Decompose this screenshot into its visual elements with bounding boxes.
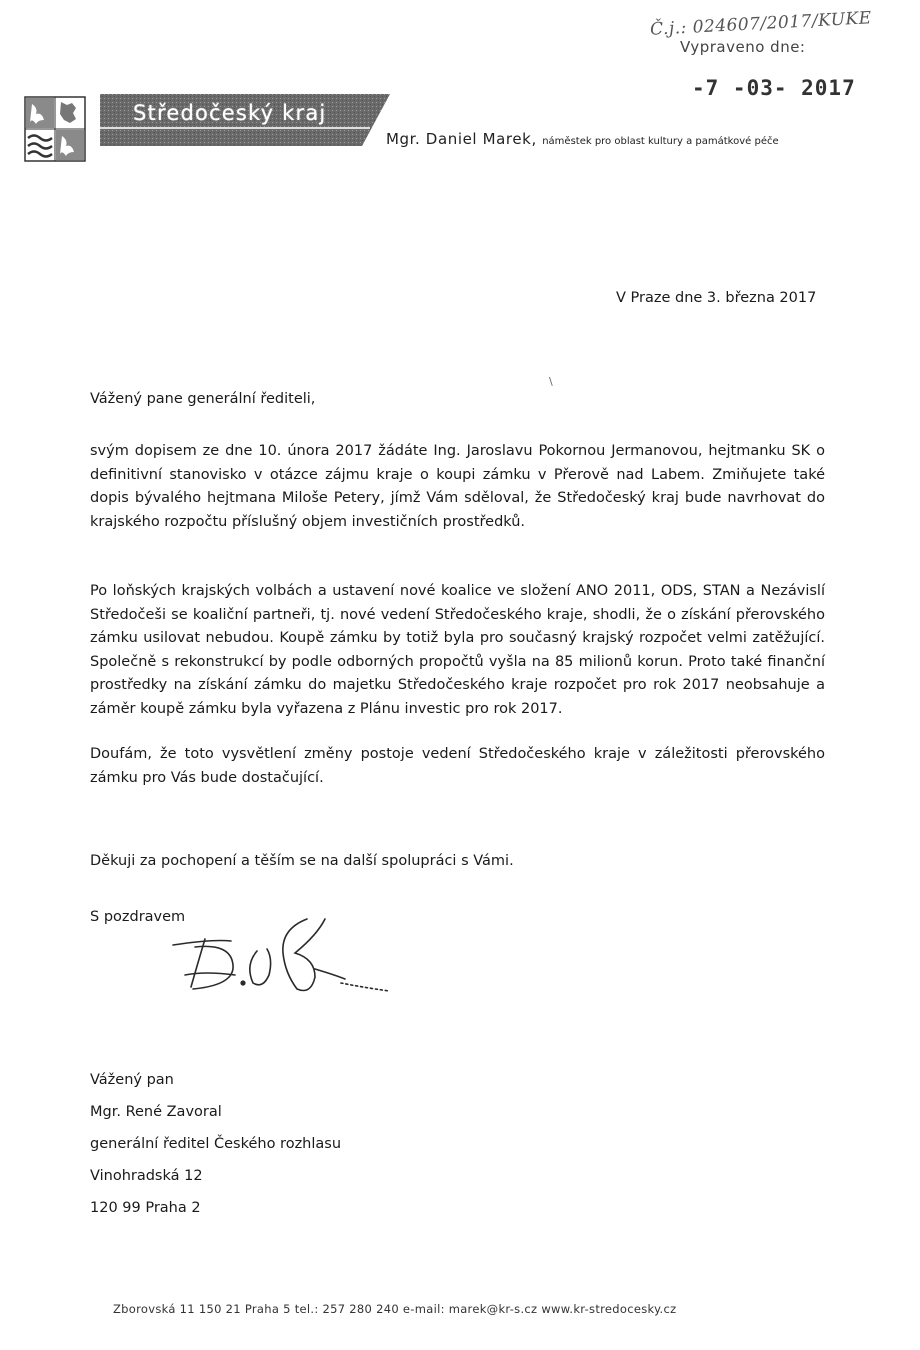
paragraph-3: Doufám, že toto vysvětlení změny postoje vedení Středočeského kraje v záležitosti přerovského zámku pro Vás bude dostačující. — [90, 746, 825, 786]
paragraph-1: svým dopisem ze dne 10. února 2017 žádáte Ing. Jaroslavu Pokornou Jermanovou, hejtmanku SK o definitivní stanovisko v otázce zájmu kraje o koupi zámku v Přerově nad Labem. Zmiňujete také dopis bývalého hejtmana Miloše Petery, jímž Vám sděloval, že Středočeský kraj bude navrhovat do krajského rozpočtu příslušný objem investičních prostředků. — [90, 443, 825, 530]
footer-contact: Zborovská 11 150 21 Praha 5 tel.: 257 280 240 e-mail: marek@kr-s.cz www.kr-stredocesky.cz — [113, 1302, 677, 1316]
official-role: náměstek pro oblast kultury a památkové péče — [542, 136, 779, 147]
recipient-line: Mgr. René Zavoral — [90, 1104, 222, 1120]
signature-icon — [165, 905, 395, 1000]
paragraph-4: Děkuji za pochopení a těším se na další spolupráci s Vámi. — [90, 853, 514, 869]
recipient-line: Vinohradská 12 — [90, 1168, 203, 1184]
region-name: Středočeský kraj — [133, 101, 327, 125]
recipient-address — [90, 1064, 341, 1224]
salutation: Vážený pane generální řediteli, — [90, 391, 316, 407]
reference-number: Č.j.: 024607/2017/KUKE — [649, 8, 873, 40]
coat-of-arms-icon — [24, 96, 86, 162]
sent-label: Vypraveno dne: — [680, 38, 806, 56]
recipient-line: generální ředitel Českého rozhlasu — [90, 1136, 342, 1152]
official-name: Mgr. Daniel Marek, — [386, 130, 537, 148]
recipient-line: Vážený pan — [90, 1072, 174, 1088]
sent-date-stamp: -7 -03- 2017 — [692, 76, 856, 100]
paragraph-2: Po loňských krajských volbách a ustavení nové koalice ve složení ANO 2011, ODS, STAN a Nezávislí Středočeši se koaliční partneři, tj. nové vedení Středočeského kraje, shodli, že o získání přerovského zámku usilovat nebudou. Koupě zámku by totiž byla pro současný krajský rozpočet velmi zatěžující. Společně s rekonstrukcí by podle odborných propočtů vyšla na 85 milionů korun. Proto také finanční prostředky na získání zámku do majetku Středočeského kraje rozpočet pro rok 2017 neobsahuje a záměr koupě zámku byla vyřazena z Plánu investic pro rok 2017. — [90, 583, 825, 717]
closing: S pozdravem — [90, 909, 186, 925]
recipient-line: 120 99 Praha 2 — [90, 1200, 201, 1216]
place-date: V Praze dne 3. března 2017 — [616, 290, 817, 306]
scan-mark: \ — [549, 375, 553, 388]
official-line — [386, 130, 779, 148]
